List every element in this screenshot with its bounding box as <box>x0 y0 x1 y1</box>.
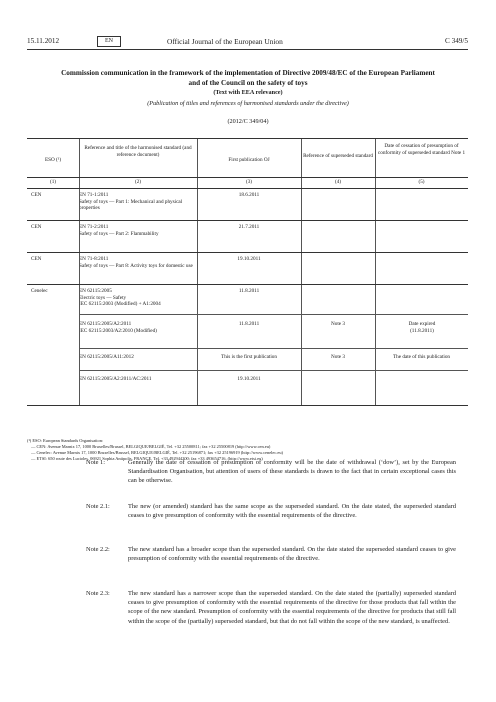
reference-line: Safety of toys — Part 1: Mechanical and physical properties <box>79 198 183 212</box>
col-divider <box>197 178 198 188</box>
note-text: The new standard has a narrower scope than the superseded standard. On the date stated the (partially) superseded standard ceases to give presumption of conformity with the essential requirements of the directive for those products that fall within the scope of the new standard. Presumption of conformity with the essential requirements of the directive for products that still fall within the scope of the (partially) superseded standard, but that do not fall within the scope of the new standard, is unaffected. <box>128 590 456 625</box>
publication-cell: 18.6.2011 <box>238 192 260 198</box>
col-divider <box>375 178 376 188</box>
table-row-group <box>27 284 468 405</box>
reference-line: EN 71-1:2011 <box>79 192 109 198</box>
header-reference: Reference and title of the harmonised standard (and reference document) <box>84 145 192 158</box>
header-cessation-date: Date of cessation of presumption of conformity of superseded standard Note 1 <box>377 143 466 156</box>
table-row <box>27 252 468 284</box>
publication-cell: 11.8.2011 <box>238 288 260 294</box>
col-divider <box>301 178 302 188</box>
journal-title: Official Journal of the European Union <box>167 37 283 46</box>
col-divider <box>79 139 80 177</box>
col-divider <box>301 139 302 177</box>
reference-line: Safety of toys — Part 2: Flammability <box>79 230 159 237</box>
row-separator <box>79 370 468 371</box>
eso-cell: CEN <box>31 192 42 198</box>
reference-cell <box>79 321 197 334</box>
table-colnum-row <box>27 177 468 188</box>
colnum: (1) <box>49 179 57 185</box>
reference-line: EN 62115:2005/A11:2012 <box>79 354 134 360</box>
note-label: Note 1: <box>86 459 105 466</box>
reference-cell <box>79 224 197 237</box>
reference-line: Electric toys — Safety <box>79 294 127 301</box>
reference-line: EN 62115:2005/A2:2011 <box>79 321 132 327</box>
superseded-cell: Note 3 <box>331 354 345 360</box>
reference-line: Safety of toys — Part 8: Activity toys for domestic use <box>79 262 193 269</box>
table-header-row <box>27 138 468 177</box>
header-rule <box>27 49 468 50</box>
document-title: Commission communication in the framework of the implementation of Directive 2009/48/EC of the European Parliament and of the Council on the safety of toys <box>61 69 435 87</box>
eso-cell: Cenelec <box>31 288 48 294</box>
note-label: Note 2.2: <box>86 546 110 553</box>
reference-cell <box>79 288 197 308</box>
note-label: Note 2.1: <box>86 503 110 510</box>
language-badge: EN <box>97 36 121 47</box>
reference-cell <box>79 354 197 361</box>
note-text: The new (or amended) standard has the same scope as the superseded standard. On the date stated, the superseded standard ceases to give presumption of conformity with the essential requirements of the directive. <box>128 503 456 520</box>
document-subtitle: (Publication of titles and references of harmonised standards under the directive) <box>147 100 349 107</box>
publication-cell: 19.10.2011 <box>237 256 261 262</box>
footnote-item: — ETSI: 650 route des Lucioles, 06921 Sophia Antipolis, FRANCE, Tel. +33 492944200; fax +33 493654716, (http://www.etsi.eu) <box>31 456 263 461</box>
note-label: Note 2.3: <box>86 590 110 597</box>
table-row <box>27 220 468 252</box>
superseded-cell: Note 3 <box>331 321 345 327</box>
footnote-item: — CEN: Avenue Marnix 17, 1000 Bruxelles/Brussel, BELGIQUE/BELGIË, Tel. +32 25500811; fax +32 25500819 (http://www.cen.eu) <box>31 444 271 449</box>
eso-cell: CEN <box>31 256 42 262</box>
eso-cell: CEN <box>31 224 42 230</box>
cessation-cell: The date of this publication <box>392 354 451 360</box>
table-bottom-rule <box>27 405 468 406</box>
col-divider <box>375 139 376 177</box>
note-text: The new standard has a broader scope than the superseded standard. On the date stated the superseded standard ceases to give presumption of conformity with the essential requirements of the directive. <box>128 546 456 563</box>
publication-cell: 21.7.2011 <box>238 224 260 230</box>
col-divider <box>79 178 80 188</box>
standards-table <box>27 138 468 405</box>
reference-line: EN 71-8:2011 <box>79 256 109 262</box>
header-superseded: Reference of superseded standard <box>303 153 373 159</box>
header-eso: ESO (¹) <box>44 157 62 163</box>
footnote-item: — Cenelec: Avenue Marnix 17, 1000 Bruxelles/Brussel, BELGIQUE/BELGIË, Tel. +32 25196871; fax +32 25196919 (http://www.cenelec.eu) <box>31 450 283 455</box>
reference-line: EN 71-2:2011 <box>79 224 109 230</box>
eea-relevance: (Text with EEA relevance) <box>213 89 283 96</box>
row-separator <box>79 314 468 315</box>
col-divider <box>197 139 198 177</box>
header-first-publication: First publication OJ <box>228 157 270 163</box>
reference-line: IEC 62115:2003 (Modified) + A1:2004 <box>79 301 161 308</box>
document-number: (2012/C 349/04) <box>227 118 269 125</box>
reference-cell <box>79 376 197 383</box>
row-separator <box>79 348 468 349</box>
table-row <box>27 188 468 220</box>
page-reference: C 349/5 <box>445 37 468 45</box>
page-header <box>27 36 468 48</box>
footnote-title: (¹) ESO: European Standards Organisation: <box>27 438 104 443</box>
reference-line: EN 62115:2005/A2:2011/AC:2011 <box>79 376 152 382</box>
reference-line: IEC 62115:2003/A2:2010 (Modified) <box>79 327 157 334</box>
note-text: Generally the date of cessation of presumption of conformity will be the date of withdrawal (‘dow’), set by the European Standardisation Organisation, but attention of users of these standards is drawn to the fact that in certain exceptional cases this can be otherwise. <box>128 459 456 485</box>
reference-cell <box>79 192 197 212</box>
colnum: (2) <box>134 179 142 185</box>
reference-line: EN 62115:2005 <box>79 288 112 294</box>
issue-date: 15.11.2012 <box>27 37 60 45</box>
publication-cell: 19.10.2011 <box>237 376 261 382</box>
publication-cell: 11.8.2011 <box>238 321 260 327</box>
colnum: (3) <box>245 179 253 185</box>
reference-cell <box>79 256 197 269</box>
publication-cell: This is the first publication <box>221 354 277 360</box>
cessation-cell: Date expired (11.8.2011) <box>408 321 436 334</box>
colnum: (5) <box>418 179 425 185</box>
colnum: (4) <box>334 179 342 185</box>
